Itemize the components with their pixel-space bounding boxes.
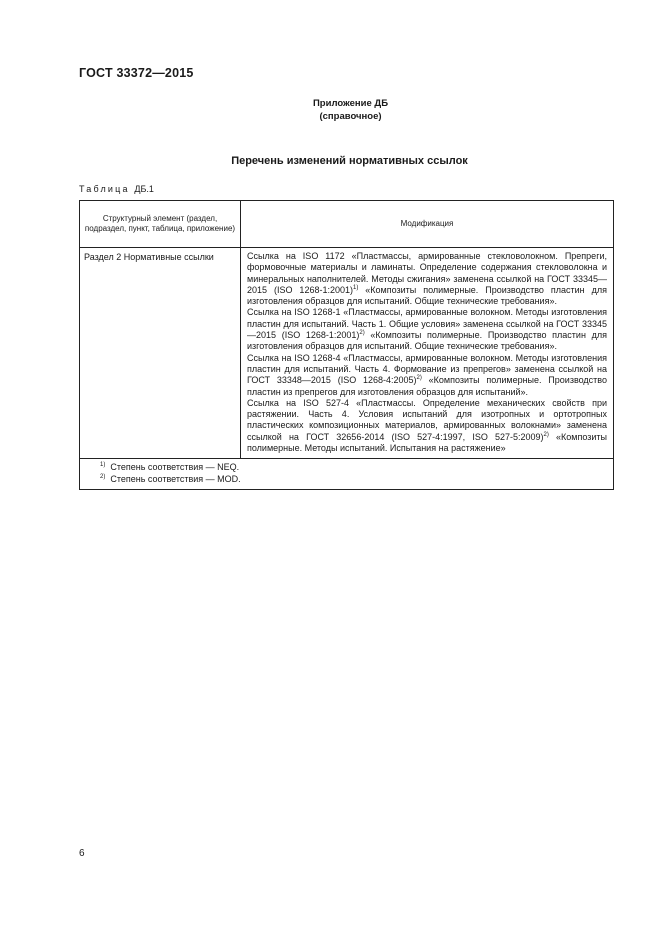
table-caption [79, 184, 154, 194]
footnote-ref: 2) [416, 375, 422, 382]
modification-paragraph: Ссылка на ISO 527-4 «Пластмассы. Определение механических свойств при растяжении. Часть 4. Условия испытаний для изотропных и ортотропных пластических композиционных материалов, армированных волокнами» заменена ссылкой на ГОСТ 32656-2014 (ISO 527-4:1997, ISO 527-5:2009)$^{2)}$ «Композиты полимерные. Методы испытаний. Испытания на растяжение» [247, 397, 608, 454]
footnote: $^{1)}$ Степень соответствия — NEQ. [100, 462, 240, 473]
table-header-row [80, 201, 614, 248]
page-number: 6 [79, 848, 85, 859]
header-structural-element: Структурный элемент (раздел, подраздел, пункт, таблица, приложение) [80, 201, 241, 248]
section-title: Перечень изменений нормативных ссылок [231, 155, 468, 167]
table-row [80, 248, 614, 459]
footnote-ref: 2) [543, 431, 549, 438]
appendix-heading [0, 97, 661, 123]
table-caption-label: Таблица [79, 184, 130, 194]
footnote: $^{2)}$ Степень соответствия — MOD. [100, 473, 241, 484]
header-modification: Модификация [241, 201, 614, 248]
table-caption-number: ДБ.1 [134, 184, 154, 194]
modification-paragraph: Ссылка на ISO 1268-1 «Пластмассы, армированные волокном. Методы изготовления пластин для испытаний. Часть 1. Общие условия» заменена ссылкой на ГОСТ 33345—2015 (ISO 1268-1:2001)$^{2)}$ «Композиты полимерные. Производство пластин для изготовления образцов для испытаний. Общие технические требования». [247, 307, 607, 352]
modification-paragraph: Ссылка на ISO 1172 «Пластмассы, армированные стекловолокном. Препреги, формовочные материалы и ламинаты. Определение содержания стекловолокна и минеральных наполнителей. Методы сжигания» заменена ссылкой на ГОСТ 33345—2015 (ISO 1268-1:2001)$^{1)}$ «Композиты полимерные. Производство пластин для изготовления образцов для испытаний. Общие технические требования». [247, 251, 607, 307]
table-footnotes [80, 459, 614, 490]
footnote-ref: 2) [359, 330, 365, 337]
modification-paragraph: Ссылка на ISO 1268-4 «Пластмассы, армированные волокном. Методы изготовления пластин для испытаний. Часть 4. Формование из препрегов» заменена ссылкой на ГОСТ 33348—2015 (ISO 1268-4:2005)$^{2)}$ «Композиты полимерные. Производство пластин из препрегов для изготовления образцов для испытаний». [247, 352, 607, 397]
cell-modification [241, 248, 614, 459]
document-code: ГОСТ 33372—2015 [79, 66, 194, 80]
footnote-ref: 1) [352, 284, 359, 291]
reference-changes-table [79, 200, 614, 490]
table-footnotes-row [80, 459, 614, 490]
cell-structural-element: Раздел 2 Нормативные ссылки [80, 248, 241, 459]
appendix-title: Приложение ДБ [312, 98, 389, 109]
appendix-subtitle: (справочное) [319, 111, 382, 122]
